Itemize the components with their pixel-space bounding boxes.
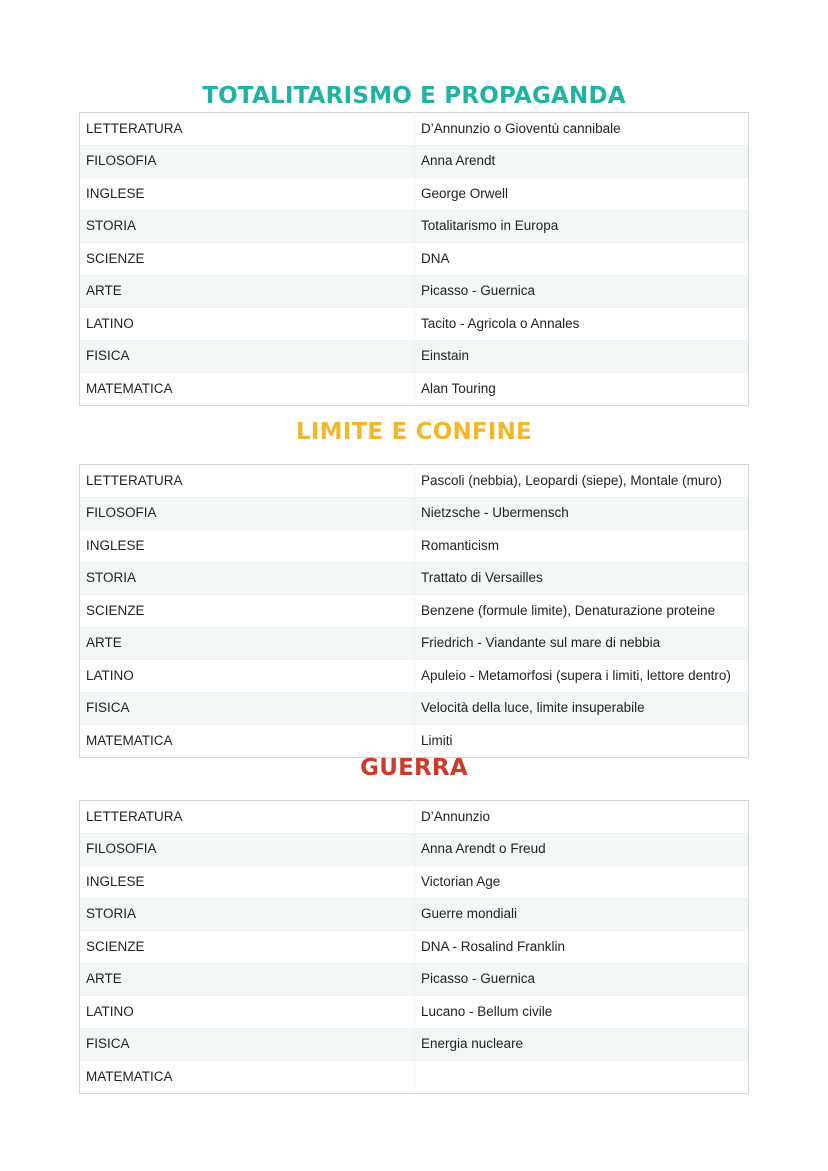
table-row bbox=[80, 996, 749, 1029]
topic-cell: D’Annunzio o Gioventù cannibale bbox=[415, 113, 749, 146]
subject-cell: FISICA bbox=[80, 692, 415, 725]
topic-cell: Guerre mondiali bbox=[415, 898, 749, 931]
topic-cell: DNA bbox=[415, 243, 749, 276]
topic-cell: Trattato di Versailles bbox=[415, 562, 749, 595]
table-row bbox=[80, 210, 749, 243]
topic-cell: Velocità della luce, limite insuperabile bbox=[415, 692, 749, 725]
topic-cell: Lucano - Bellum civile bbox=[415, 996, 749, 1029]
table-row bbox=[80, 1028, 749, 1061]
table-row bbox=[80, 465, 749, 498]
topic-cell: Pascoli (nebbia), Leopardi (siepe), Montale (muro) bbox=[415, 465, 749, 498]
topic-cell: Friedrich - Viandante sul mare di nebbia bbox=[415, 627, 749, 660]
subject-cell: SCIENZE bbox=[80, 931, 415, 964]
table-row bbox=[80, 931, 749, 964]
topic-cell: Totalitarismo in Europa bbox=[415, 210, 749, 243]
table-row bbox=[80, 660, 749, 693]
table-row bbox=[80, 801, 749, 834]
subject-cell: INGLESE bbox=[80, 866, 415, 899]
table-row bbox=[80, 308, 749, 341]
table-row bbox=[80, 866, 749, 899]
subject-cell: INGLESE bbox=[80, 530, 415, 563]
subject-cell: STORIA bbox=[80, 210, 415, 243]
table-row bbox=[80, 833, 749, 866]
topic-cell: Picasso - Guernica bbox=[415, 963, 749, 996]
subject-cell: MATEMATICA bbox=[80, 1061, 415, 1094]
table-row bbox=[80, 373, 749, 406]
table-row bbox=[80, 963, 749, 996]
subject-cell: SCIENZE bbox=[80, 243, 415, 276]
section-title: TOTALITARISMO E PROPAGANDA bbox=[202, 83, 626, 109]
topic-cell: Limiti bbox=[415, 725, 749, 758]
subject-cell: LATINO bbox=[80, 996, 415, 1029]
topics-table-body bbox=[80, 801, 749, 1094]
subject-cell: LATINO bbox=[80, 308, 415, 341]
table-row bbox=[80, 178, 749, 211]
topics-table-body bbox=[80, 465, 749, 758]
subject-cell: STORIA bbox=[80, 562, 415, 595]
topic-cell: Tacito - Agricola o Annales bbox=[415, 308, 749, 341]
topic-cell: Energia nucleare bbox=[415, 1028, 749, 1061]
subject-cell: LETTERATURA bbox=[86, 808, 183, 824]
table-row bbox=[80, 497, 749, 530]
topic-cell: Benzene (formule limite), Denaturazione proteine bbox=[415, 595, 749, 628]
topic-cell: Alan Touring bbox=[415, 373, 749, 406]
topic-cell: Romanticism bbox=[415, 530, 749, 563]
topic-cell: Anna Arendt bbox=[415, 145, 749, 178]
table-row bbox=[80, 898, 749, 931]
topics-table bbox=[79, 464, 749, 758]
topic-cell: Picasso - Guernica bbox=[415, 275, 749, 308]
topic-cell: Victorian Age bbox=[415, 866, 749, 899]
topic-cell: Anna Arendt o Freud bbox=[415, 833, 749, 866]
subject-cell: FILOSOFIA bbox=[80, 833, 415, 866]
subject-cell: ARTE bbox=[80, 275, 415, 308]
topic-cell: George Orwell bbox=[415, 178, 749, 211]
table-row bbox=[80, 275, 749, 308]
topic-cell: Einstain bbox=[415, 340, 749, 373]
topics-table bbox=[79, 112, 749, 406]
table-row bbox=[80, 340, 749, 373]
topic-cell: D’Annunzio bbox=[415, 801, 749, 834]
subject-cell: STORIA bbox=[80, 898, 415, 931]
subject-cell: FISICA bbox=[80, 1028, 415, 1061]
topic-cell: DNA - Rosalind Franklin bbox=[415, 931, 749, 964]
subject-cell: MATEMATICA bbox=[80, 725, 415, 758]
subject-cell: LETTERATURA bbox=[86, 120, 183, 136]
table-row bbox=[80, 145, 749, 178]
subject-cell: LETTERATURA bbox=[86, 472, 183, 488]
subject-cell: FISICA bbox=[80, 340, 415, 373]
table-row bbox=[80, 243, 749, 276]
table-row bbox=[80, 595, 749, 628]
section-title: LIMITE E CONFINE bbox=[296, 419, 532, 445]
topic-cell bbox=[415, 1061, 749, 1094]
subject-cell: FILOSOFIA bbox=[80, 145, 415, 178]
subject-cell: FILOSOFIA bbox=[80, 497, 415, 530]
table-row bbox=[80, 725, 749, 758]
subject-cell: ARTE bbox=[80, 627, 415, 660]
table-row bbox=[80, 627, 749, 660]
table-row bbox=[80, 530, 749, 563]
section-title: GUERRA bbox=[360, 755, 468, 781]
table-row bbox=[80, 1061, 749, 1094]
topic-cell: Nietzsche - Ubermensch bbox=[415, 497, 749, 530]
subject-cell: SCIENZE bbox=[80, 595, 415, 628]
topics-table bbox=[79, 800, 749, 1094]
table-row bbox=[80, 113, 749, 146]
subject-cell: INGLESE bbox=[80, 178, 415, 211]
subject-cell: LATINO bbox=[80, 660, 415, 693]
table-row bbox=[80, 692, 749, 725]
subject-cell: ARTE bbox=[80, 963, 415, 996]
subject-cell: MATEMATICA bbox=[80, 373, 415, 406]
topic-cell: Apuleio - Metamorfosi (supera i limiti, lettore dentro) bbox=[415, 660, 749, 693]
table-row bbox=[80, 562, 749, 595]
topics-table-body bbox=[80, 113, 749, 406]
